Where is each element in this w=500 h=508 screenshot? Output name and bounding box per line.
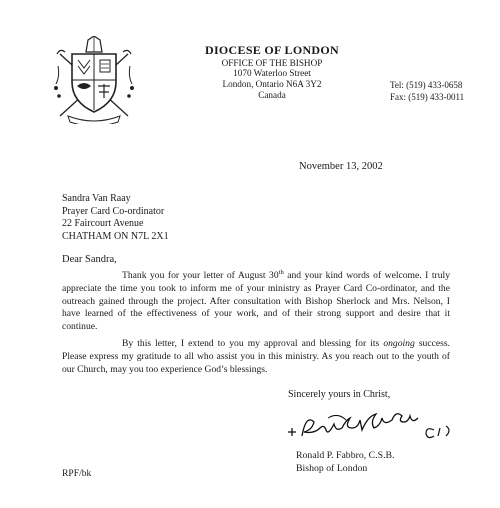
body-paragraph-2: By this letter, I extend to you my approval and blessing for its ongoing success. Please express my gratitude to all who assist you in this ministry. As you reach out to the youth of our Church, may you too experience God’s blessings.: [62, 338, 450, 375]
contact-info: [390, 80, 500, 103]
recipient-title: Prayer Card Co-ordinator: [62, 205, 165, 217]
diocese-crest-icon: [52, 36, 136, 124]
city-address: London, Ontario N6A 3Y2: [222, 78, 322, 89]
letter-date: November 13, 2002: [299, 161, 383, 172]
country: Canada: [258, 89, 286, 100]
body-paragraph-1: Thank you for your letter of August 30th and your kind words of welcome. I truly appreciate the time you took to inform me of your ministry as Prayer Card Co-ordinator, and the outreach gained through the project. After consultation with Bishop Sherlock and Mrs. Nelson, I have learned of the effectiveness of your work, and of their strong support and desire that it continue.: [62, 268, 450, 332]
signer-block: [296, 450, 395, 475]
salutation: Dear Sandra,: [62, 254, 117, 265]
recipient-address: [62, 193, 169, 243]
recipient-city: CHATHAM ON N7L 2X1: [62, 230, 169, 242]
street-address: 1070 Waterloo Street: [233, 68, 311, 79]
signer-title: Bishop of London: [296, 462, 368, 474]
fax-number: Fax: (519) 433-0011: [390, 91, 465, 102]
recipient-name: Sandra Van Raay: [62, 193, 131, 204]
office-name: OFFICE OF THE BISHOP: [221, 57, 323, 68]
phone-number: Tel: (519) 433-0658: [390, 80, 463, 90]
recipient-street: 22 Faircourt Avenue: [62, 218, 144, 229]
closing: Sincerely yours in Christ,: [288, 389, 391, 400]
handwritten-signature: [284, 410, 464, 446]
letterhead: [197, 44, 347, 100]
reference-initials: RPF/bk: [62, 468, 92, 479]
organization-name: DIOCESE OF LONDON: [204, 43, 339, 57]
signer-name: Ronald P. Fabbro, C.S.B.: [296, 450, 395, 461]
